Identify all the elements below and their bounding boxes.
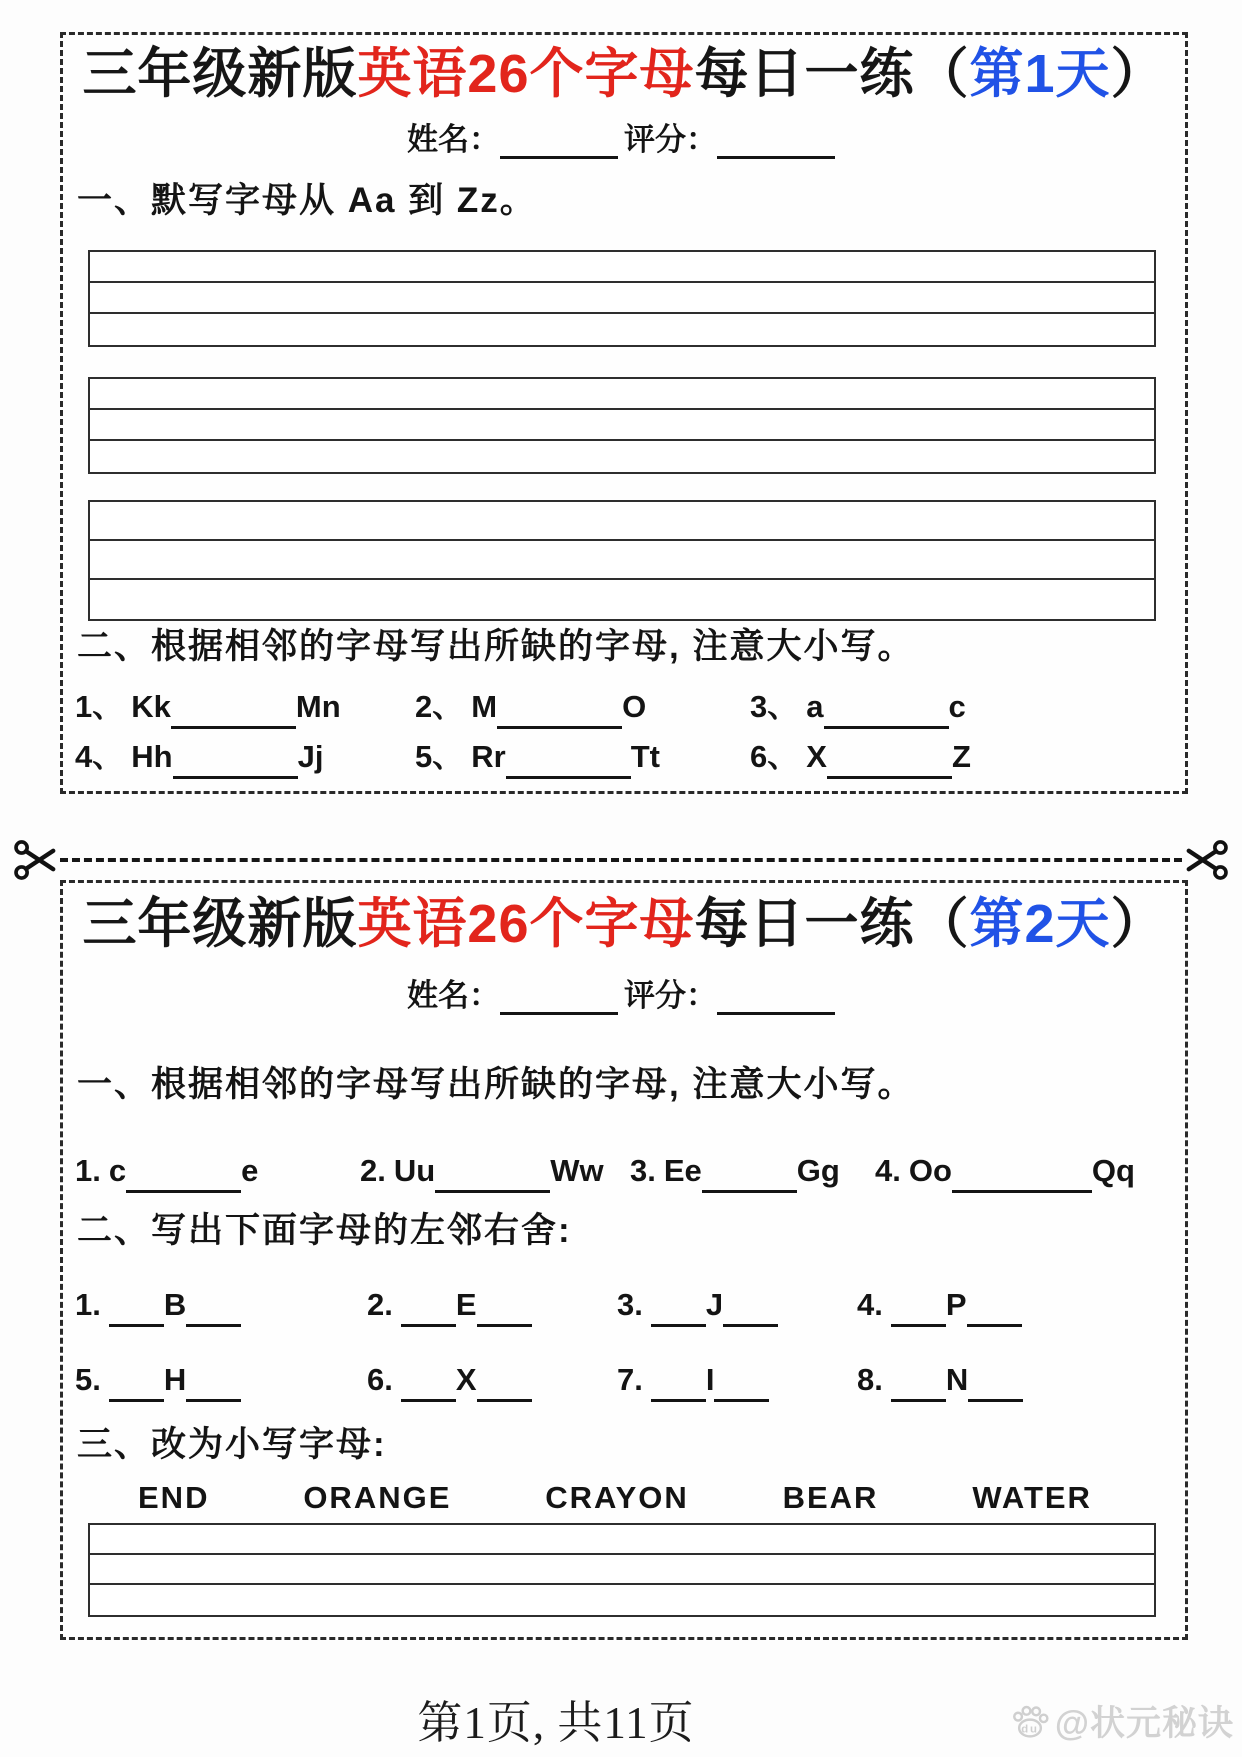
writing-line bbox=[90, 1555, 1154, 1585]
fill-blank bbox=[651, 1365, 706, 1402]
writing-grid bbox=[88, 377, 1156, 474]
title-day: 第1天 bbox=[969, 44, 1111, 104]
exercise-item bbox=[75, 735, 415, 779]
watermark bbox=[1009, 1696, 1234, 1746]
writing-line bbox=[90, 541, 1154, 580]
writing-line bbox=[90, 410, 1154, 441]
fill-blank bbox=[968, 1365, 1023, 1402]
fill-blank bbox=[967, 1290, 1022, 1327]
item-left-letters: Hh bbox=[131, 739, 173, 774]
worksheet2-title bbox=[63, 893, 1185, 955]
fill-blank bbox=[186, 1365, 241, 1402]
title-practice: 每日一练 bbox=[694, 44, 915, 104]
fill-blank bbox=[186, 1290, 241, 1327]
item-number: 3. bbox=[617, 1287, 643, 1322]
item-number: 1. bbox=[75, 1287, 101, 1322]
item-right-letters: Z bbox=[951, 739, 971, 774]
name-blank bbox=[500, 126, 618, 159]
exercise-item bbox=[367, 1358, 617, 1402]
writing-line bbox=[90, 1585, 1154, 1615]
item-left-letters: Ee bbox=[663, 1153, 702, 1188]
item-right-letters: Mn bbox=[295, 689, 341, 724]
paw-icon bbox=[1009, 1700, 1051, 1742]
item-letter: E bbox=[455, 1287, 477, 1322]
item-letter: N bbox=[945, 1362, 969, 1397]
item-number: 2、 bbox=[415, 689, 464, 724]
title-grade: 三年级新版 bbox=[82, 894, 358, 954]
exercise-row bbox=[75, 685, 1175, 729]
title-practice: 每日一练 bbox=[694, 894, 915, 954]
item-number: 6、 bbox=[750, 739, 799, 774]
section1-heading: 一、根据相邻的字母写出所缺的字母, 注意大小写。 bbox=[77, 1065, 915, 1104]
item-right-letters: Ww bbox=[550, 1153, 604, 1188]
title-grade: 三年级新版 bbox=[82, 44, 358, 104]
fill-blank bbox=[827, 742, 952, 779]
worksheet-day2 bbox=[60, 880, 1188, 1640]
fill-blank bbox=[171, 692, 296, 729]
cut-line bbox=[12, 836, 1230, 884]
fill-blank bbox=[497, 692, 622, 729]
title-paren-close: ） bbox=[1110, 894, 1166, 954]
fill-blank bbox=[109, 1290, 164, 1327]
fill-blank bbox=[173, 742, 298, 779]
fill-blank bbox=[723, 1290, 778, 1327]
exercise-item bbox=[617, 1358, 857, 1402]
writing-line bbox=[90, 314, 1154, 345]
word-uppercase: CRAYON bbox=[545, 1480, 689, 1515]
uppercase-words-row bbox=[88, 1480, 1152, 1516]
title-day: 第2天 bbox=[969, 894, 1111, 954]
item-letter: I bbox=[705, 1362, 715, 1397]
item-number: 5、 bbox=[415, 739, 464, 774]
item-number: 6. bbox=[367, 1362, 393, 1397]
item-number: 4、 bbox=[75, 739, 124, 774]
exercise-item bbox=[360, 1149, 630, 1193]
scissors-left-icon bbox=[12, 837, 58, 883]
item-letter: X bbox=[455, 1362, 477, 1397]
item-right-letters: Qq bbox=[1091, 1153, 1135, 1188]
writing-line bbox=[90, 441, 1154, 472]
section2-heading: 二、写出下面字母的左邻右舍: bbox=[77, 1211, 572, 1250]
item-letter: J bbox=[705, 1287, 724, 1322]
exercise-item bbox=[857, 1283, 1175, 1327]
exercise-row bbox=[75, 1358, 1175, 1402]
item-left-letters: M bbox=[471, 689, 498, 724]
scissors-right-icon bbox=[1184, 837, 1230, 883]
writing-line bbox=[90, 502, 1154, 541]
fill-blank bbox=[702, 1156, 797, 1193]
section1-heading: 一、默写字母从 Aa 到 Zz。 bbox=[77, 181, 537, 220]
exercise-item bbox=[367, 1283, 617, 1327]
title-paren-open: （ bbox=[914, 44, 970, 104]
exercise-item bbox=[75, 1283, 367, 1327]
word-uppercase: BEAR bbox=[782, 1480, 879, 1515]
exercise-item bbox=[857, 1358, 1175, 1402]
name-score-line bbox=[63, 121, 1185, 159]
exercise-item bbox=[617, 1283, 857, 1327]
cut-dashed-line bbox=[60, 858, 1182, 862]
item-number: 5. bbox=[75, 1362, 101, 1397]
item-right-letters: Gg bbox=[796, 1153, 840, 1188]
score-label: 评分： bbox=[624, 978, 717, 1013]
writing-line bbox=[90, 379, 1154, 410]
item-number: 2. bbox=[360, 1153, 386, 1188]
fill-blank bbox=[109, 1365, 164, 1402]
name-label: 姓名： bbox=[407, 978, 500, 1013]
section3-heading: 三、改为小写字母: bbox=[77, 1425, 387, 1464]
item-left-letters: Kk bbox=[131, 689, 171, 724]
exercise-item bbox=[875, 1149, 1175, 1193]
fill-blank bbox=[824, 692, 949, 729]
exercise-item bbox=[75, 1149, 360, 1193]
word-uppercase: WATER bbox=[972, 1480, 1092, 1515]
item-letter: P bbox=[945, 1287, 967, 1322]
writing-grid bbox=[88, 500, 1156, 621]
title-subject: 英语26个字母 bbox=[357, 894, 695, 954]
writing-line bbox=[90, 1525, 1154, 1555]
fill-blank bbox=[126, 1156, 241, 1193]
item-number: 1、 bbox=[75, 689, 124, 724]
fill-blank bbox=[401, 1365, 456, 1402]
section2-heading: 二、根据相邻的字母写出所缺的字母, 注意大小写。 bbox=[77, 627, 915, 666]
fill-blank bbox=[506, 742, 631, 779]
exercise-row bbox=[75, 1283, 1175, 1327]
worksheet-day1 bbox=[60, 32, 1188, 794]
fill-blank bbox=[714, 1365, 769, 1402]
writing-grid bbox=[88, 250, 1156, 347]
item-right-letters: Tt bbox=[630, 739, 660, 774]
exercise-item bbox=[750, 735, 1175, 779]
writing-line bbox=[90, 580, 1154, 619]
exercise-item bbox=[750, 685, 1175, 729]
item-left-letters: Uu bbox=[393, 1153, 436, 1188]
item-right-letters: Jj bbox=[297, 739, 324, 774]
item-left-letters: Oo bbox=[908, 1153, 952, 1188]
exercise-item bbox=[415, 685, 750, 729]
fill-blank bbox=[477, 1365, 532, 1402]
item-number: 1. bbox=[75, 1153, 101, 1188]
fill-blank bbox=[401, 1290, 456, 1327]
item-left-letters: c bbox=[108, 1153, 127, 1188]
item-right-letters: c bbox=[948, 689, 966, 724]
exercise-item bbox=[630, 1149, 875, 1193]
writing-grid bbox=[88, 1523, 1156, 1617]
writing-line bbox=[90, 283, 1154, 314]
page-number: 第1页, 共11页 bbox=[417, 1698, 695, 1748]
item-left-letters: a bbox=[806, 689, 824, 724]
fill-blank bbox=[477, 1290, 532, 1327]
item-left-letters: X bbox=[806, 739, 827, 774]
fill-blank bbox=[891, 1290, 946, 1327]
item-right-letters: e bbox=[241, 1153, 259, 1188]
word-uppercase: ORANGE bbox=[303, 1480, 452, 1515]
watermark-text: @状元秘诀 bbox=[1054, 1704, 1234, 1743]
score-blank bbox=[717, 982, 835, 1015]
item-right-letters: O bbox=[622, 689, 647, 724]
item-left-letters: Rr bbox=[471, 739, 506, 774]
score-blank bbox=[717, 126, 835, 159]
fill-blank bbox=[891, 1365, 946, 1402]
exercise-item bbox=[75, 1358, 367, 1402]
worksheet1-title bbox=[63, 43, 1185, 105]
title-paren-close: ） bbox=[1110, 44, 1166, 104]
exercise-item bbox=[75, 685, 415, 729]
item-number: 3. bbox=[630, 1153, 656, 1188]
item-number: 2. bbox=[367, 1287, 393, 1322]
paw-du-text: du bbox=[1021, 1723, 1039, 1736]
exercise-item bbox=[415, 735, 750, 779]
writing-line bbox=[90, 252, 1154, 283]
item-number: 3、 bbox=[750, 689, 799, 724]
title-paren-open: （ bbox=[914, 894, 970, 954]
exercise-row bbox=[75, 735, 1175, 779]
item-letter: H bbox=[163, 1362, 187, 1397]
name-score-line bbox=[63, 977, 1185, 1015]
item-number: 4. bbox=[875, 1153, 901, 1188]
fill-blank bbox=[435, 1156, 550, 1193]
name-label: 姓名： bbox=[407, 122, 500, 157]
title-subject: 英语26个字母 bbox=[357, 44, 695, 104]
score-label: 评分： bbox=[624, 122, 717, 157]
item-number: 4. bbox=[857, 1287, 883, 1322]
exercise-row bbox=[75, 1149, 1175, 1193]
word-uppercase: END bbox=[138, 1480, 210, 1515]
item-number: 7. bbox=[617, 1362, 643, 1397]
name-blank bbox=[500, 982, 618, 1015]
item-number: 8. bbox=[857, 1362, 883, 1397]
fill-blank bbox=[952, 1156, 1092, 1193]
fill-blank bbox=[651, 1290, 706, 1327]
item-letter: B bbox=[163, 1287, 187, 1322]
